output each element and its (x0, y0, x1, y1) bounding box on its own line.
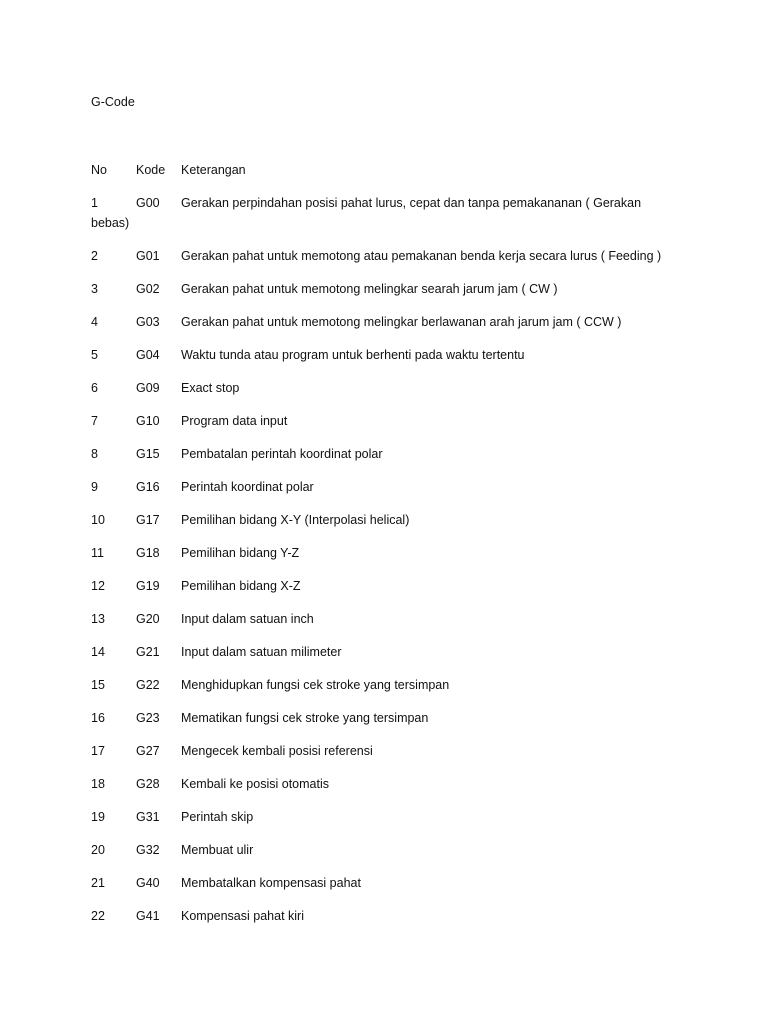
row-no: 2 (91, 249, 98, 263)
row-kode: G04 (136, 348, 160, 362)
row-keterangan: Pembatalan perintah koordinat polar (181, 447, 383, 461)
row-kode: G09 (136, 381, 160, 395)
header-keterangan: Keterangan (181, 163, 246, 177)
row-keterangan: Menghidupkan fungsi cek stroke yang tersimpan (181, 678, 450, 692)
row-keterangan: Mengecek kembali posisi referensi (181, 744, 373, 758)
row-no: 9 (91, 480, 98, 494)
row-kode: G32 (136, 843, 160, 857)
table-row (91, 378, 691, 411)
row-no: 15 (91, 678, 105, 692)
document-title: G-Code (91, 95, 135, 109)
row-kode: G21 (136, 645, 160, 659)
row-no: 22 (91, 909, 105, 923)
row-keterangan: Gerakan pahat untuk memotong atau pemakanan benda kerja secara lurus ( Feeding ) (181, 249, 662, 263)
row-keterangan: Kembali ke posisi otomatis (181, 777, 329, 791)
row-no: 6 (91, 381, 98, 395)
row-kode: G41 (136, 909, 160, 923)
row-no: 5 (91, 348, 98, 362)
table-row (91, 510, 691, 543)
row-no: 18 (91, 777, 105, 791)
row-kode: G03 (136, 315, 160, 329)
row-keterangan: Gerakan pahat untuk memotong melingkar berlawanan arah jarum jam ( CCW ) (181, 315, 622, 329)
table-row (91, 873, 691, 906)
row-keterangan: Perintah koordinat polar (181, 480, 314, 494)
row-no: 21 (91, 876, 105, 890)
table-row (91, 411, 691, 444)
row-keterangan: Pemilihan bidang Y-Z (181, 546, 300, 560)
row-kode: G40 (136, 876, 160, 890)
row-no: 7 (91, 414, 98, 428)
table-row (91, 279, 691, 312)
row-kode: G27 (136, 744, 160, 758)
row-kode: G20 (136, 612, 160, 626)
row-kode: G28 (136, 777, 160, 791)
row-keterangan: Program data input (181, 414, 288, 428)
table-row (91, 193, 691, 246)
row-kode: G16 (136, 480, 160, 494)
table-row (91, 543, 691, 576)
table-row (91, 807, 691, 840)
table-row (91, 246, 691, 279)
row-no: 1 (91, 196, 98, 210)
row-keterangan: Pemilihan bidang X-Z (181, 579, 301, 593)
row-no: 14 (91, 645, 105, 659)
gcode-table (91, 160, 691, 939)
row-no: 10 (91, 513, 105, 527)
table-row (91, 312, 691, 345)
table-row (91, 741, 691, 774)
row-keterangan: Input dalam satuan inch (181, 612, 314, 626)
table-row (91, 840, 691, 873)
row-keterangan: Gerakan perpindahan posisi pahat lurus, cepat dan tanpa pemakananan ( Gerakan (181, 196, 642, 210)
row-no: 11 (91, 546, 104, 560)
row-kode: G10 (136, 414, 160, 428)
row-kode: G23 (136, 711, 160, 725)
row-kode: G18 (136, 546, 160, 560)
row-no: 4 (91, 315, 98, 329)
row-keterangan: Exact stop (181, 381, 240, 395)
row-no: 8 (91, 447, 98, 461)
header-kode: Kode (136, 163, 166, 177)
row-kode: G15 (136, 447, 160, 461)
row-no: 17 (91, 744, 105, 758)
table-row (91, 708, 691, 741)
table-row (91, 477, 691, 510)
row-no: 20 (91, 843, 105, 857)
row-kode: G02 (136, 282, 160, 296)
row-kode: G17 (136, 513, 160, 527)
row-no: 16 (91, 711, 105, 725)
row-no: 19 (91, 810, 105, 824)
row-keterangan-continued: bebas) (91, 216, 130, 230)
row-keterangan: Perintah skip (181, 810, 254, 824)
table-header-row (91, 160, 691, 193)
table-row (91, 774, 691, 807)
row-keterangan: Membatalkan kompensasi pahat (181, 876, 361, 890)
row-no: 12 (91, 579, 105, 593)
table-row (91, 444, 691, 477)
table-row (91, 675, 691, 708)
table-row (91, 345, 691, 378)
header-no: No (91, 163, 107, 177)
row-keterangan: Waktu tunda atau program untuk berhenti pada waktu tertentu (181, 348, 525, 362)
table-row (91, 609, 691, 642)
row-keterangan: Gerakan pahat untuk memotong melingkar searah jarum jam ( CW ) (181, 282, 558, 296)
row-no: 13 (91, 612, 105, 626)
row-kode: G22 (136, 678, 160, 692)
row-keterangan: Kompensasi pahat kiri (181, 909, 304, 923)
row-keterangan: Pemilihan bidang X-Y (Interpolasi helical) (181, 513, 410, 527)
table-row (91, 906, 691, 939)
row-keterangan: Mematikan fungsi cek stroke yang tersimpan (181, 711, 429, 725)
row-keterangan: Membuat ulir (181, 843, 254, 857)
row-kode: G00 (136, 196, 160, 210)
row-keterangan: Input dalam satuan milimeter (181, 645, 342, 659)
row-kode: G01 (136, 249, 160, 263)
row-no: 3 (91, 282, 98, 296)
table-row (91, 642, 691, 675)
table-body (91, 193, 691, 939)
table-row (91, 576, 691, 609)
row-kode: G31 (136, 810, 160, 824)
row-kode: G19 (136, 579, 160, 593)
